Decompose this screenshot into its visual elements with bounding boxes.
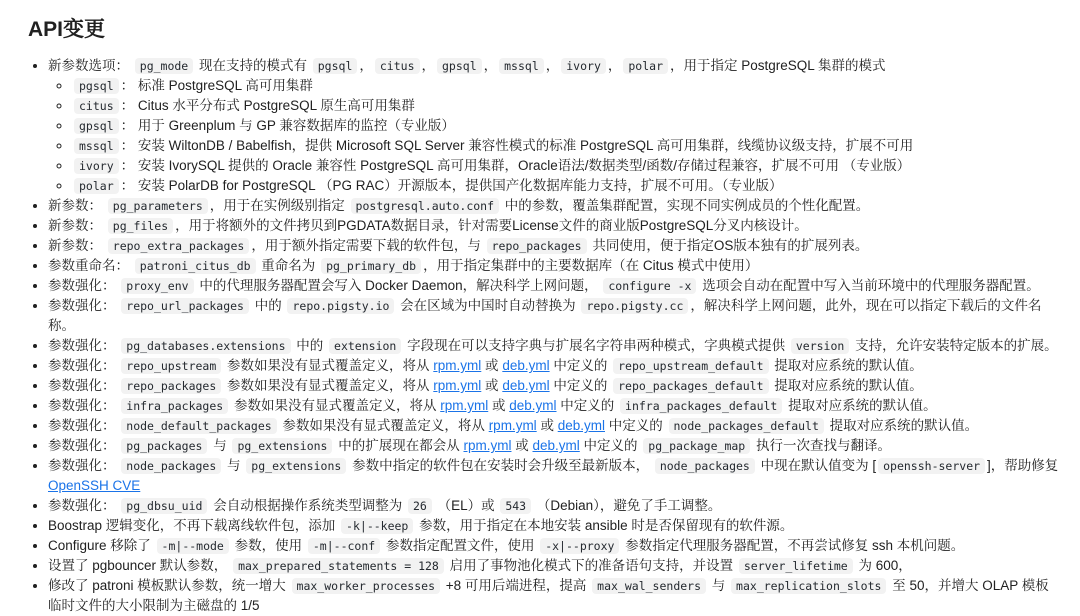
text-run: ： 安装 PolarDB for PostgreSQL （PG RAC）开源版本，提供国产化数据库能力支持，扩展不可用。（专业版）	[120, 178, 783, 193]
text-run: （Debian），避免了手工调整。	[533, 498, 722, 513]
inline-code: pg_extensions	[246, 458, 346, 474]
text-run: 会在区域为中国时自动替换为	[396, 298, 580, 313]
inline-code: mssql	[499, 58, 544, 74]
text-run: 参数强化：	[48, 278, 120, 293]
text-run: Boostrap 逻辑变化，不再下载离线软件包，添加	[48, 518, 340, 533]
inline-code: node_default_packages	[121, 418, 276, 434]
text-run: 或	[488, 398, 510, 413]
changelog-item	[48, 396, 1062, 416]
text-run: 新参数：	[48, 238, 106, 253]
inline-code: gpsql	[437, 58, 482, 74]
inline-code: repo_upstream	[121, 358, 221, 374]
inline-link[interactable]: deb.yml	[532, 438, 580, 453]
text-run: ，用于指定 PostgreSQL 集群的模式	[670, 58, 886, 73]
inline-code: repo_upstream_default	[613, 358, 768, 374]
inline-code: configure -x	[603, 278, 696, 294]
inline-code: max_replication_slots	[731, 578, 886, 594]
changelog-subitem	[72, 96, 1062, 116]
inline-code: -m|--conf	[308, 538, 380, 554]
inline-code: repo.pigsty.io	[287, 298, 394, 314]
text-run: 新参数：	[48, 218, 106, 233]
inline-code: ivory	[74, 158, 119, 174]
text-run: 与	[209, 438, 231, 453]
text-run: 中定义的	[604, 418, 667, 433]
text-run: ，用于在实例级别指定	[209, 198, 349, 213]
text-run: 至 50，并增大 OLAP 模板临时文件的大小限制为主磁盘的 1/5	[48, 578, 1049, 613]
inline-code: 543	[500, 498, 531, 514]
inline-code: postgresql.auto.conf	[351, 198, 499, 214]
text-run: 执行一次查找与翻译。	[752, 438, 891, 453]
text-run: ]，帮助修复	[987, 458, 1059, 473]
inline-link[interactable]: OpenSSH CVE	[48, 478, 141, 493]
text-run: 中定义的	[549, 358, 612, 373]
inline-link[interactable]: rpm.yml	[440, 398, 489, 413]
changelog-subitem	[72, 76, 1062, 96]
inline-code: -m|--mode	[157, 538, 229, 554]
inline-code: openssh-server	[878, 458, 985, 474]
text-run: 提取对应系统的默认值。	[825, 418, 979, 433]
inline-code: polar	[623, 58, 668, 74]
text-run: ，	[421, 58, 435, 73]
inline-code: 26	[408, 498, 432, 514]
inline-code: max_wal_senders	[592, 578, 706, 594]
text-run: 启用了事物池化模式下的准备语句支持，并设置	[445, 558, 737, 573]
text-run: 参数重命名：	[48, 258, 133, 273]
text-run: 新参数：	[48, 198, 106, 213]
inline-code: repo.pigsty.cc	[581, 298, 688, 314]
inline-code: repo_extra_packages	[108, 238, 250, 254]
inline-link[interactable]: deb.yml	[502, 378, 550, 393]
inline-code: -x|--proxy	[540, 538, 619, 554]
text-run: ，解决科学上网问题，此外，现在可以指定下载后的文件名称。	[48, 298, 1042, 333]
inline-code: pg_primary_db	[321, 258, 421, 274]
text-run: （EL）或	[433, 498, 499, 513]
changelog-item	[48, 56, 1062, 196]
inline-code: repo_packages_default	[613, 378, 768, 394]
changelog-list	[28, 56, 1062, 616]
text-run: ： 安装 IvorySQL 提供的 Oracle 兼容性 PostgreSQL 高可用集群，Oracle语法/数据类型/函数/存储过程兼容，扩展不可用 （专业版）	[120, 158, 911, 173]
text-run: ： Citus 水平分布式 PostgreSQL 原生高可用集群	[120, 98, 415, 113]
text-run: +8 可用后端进程，提高	[442, 578, 591, 593]
inline-code: -k|--keep	[341, 518, 413, 534]
text-run: 或	[481, 378, 503, 393]
text-run: ： 标准 PostgreSQL 高可用集群	[120, 78, 313, 93]
text-run: 参数强化：	[48, 418, 120, 433]
changelog-item	[48, 296, 1062, 336]
text-run: 参数如果没有显式覆盖定义，将从	[278, 418, 489, 433]
text-run: 参数强化：	[48, 498, 120, 513]
text-run: 新参数选项：	[48, 58, 133, 73]
inline-code: node_packages_default	[669, 418, 824, 434]
text-run: 中定义的	[579, 438, 642, 453]
text-run: 参数强化：	[48, 438, 120, 453]
text-run: 或	[511, 438, 533, 453]
text-run: 参数强化：	[48, 458, 120, 473]
text-run: 中定义的	[556, 398, 619, 413]
text-run: 参数强化：	[48, 298, 120, 313]
text-run: 或	[481, 358, 503, 373]
text-run: 现在支持的模式有	[195, 58, 311, 73]
inline-link[interactable]: deb.yml	[557, 418, 605, 433]
text-run: 会自动根据操作系统类型调整为	[209, 498, 406, 513]
changelog-item	[48, 576, 1062, 616]
text-run: 提取对应系统的默认值。	[784, 398, 937, 413]
inline-code: pg_packages	[121, 438, 207, 454]
changelog-item	[48, 236, 1062, 256]
inline-code: pg_package_map	[643, 438, 750, 454]
changelog-item	[48, 556, 1062, 576]
text-run: 中的扩展现在都会从	[334, 438, 464, 453]
text-run: ： 用于 Greenplum 与 GP 兼容数据库的监控（专业版）	[120, 118, 455, 133]
inline-code: pg_parameters	[108, 198, 208, 214]
text-run: ，用于指定集群中的主要数据库（在 Citus 模式中使用）	[423, 258, 759, 273]
text-run: ，用于额外指定需要下载的软件包，与	[251, 238, 485, 253]
inline-code: repo_packages	[121, 378, 221, 394]
text-run: 参数强化：	[48, 378, 120, 393]
inline-code: gpsql	[74, 118, 119, 134]
inline-link[interactable]: rpm.yml	[488, 418, 537, 433]
text-run: ，用于将额外的文件拷贝到PGDATA数据目录，针对需要License文件的商业版PostgreSQL分叉内核设计。	[175, 218, 808, 233]
text-run: ，	[359, 58, 373, 73]
text-run: 参数如果没有显式覆盖定义，将从	[223, 378, 434, 393]
inline-code: proxy_env	[121, 278, 193, 294]
inline-code: pgsql	[74, 78, 119, 94]
page-title: API变更	[28, 18, 106, 41]
text-run: 参数指定配置文件，使用	[382, 538, 539, 553]
inline-code: citus	[74, 98, 119, 114]
changelog-item	[48, 256, 1062, 276]
text-run: Configure 移除了	[48, 538, 155, 553]
text-run: ，	[607, 58, 622, 73]
changelog-item	[48, 436, 1062, 456]
inline-link[interactable]: rpm.yml	[463, 438, 512, 453]
text-run: 共同使用，便于指定OS版本独有的扩展列表。	[588, 238, 869, 253]
inline-link[interactable]: rpm.yml	[433, 378, 482, 393]
changelog-item	[48, 456, 1062, 496]
text-run: 中定义的	[549, 378, 612, 393]
text-run: 支持，允许安装特定版本的扩展。	[851, 338, 1058, 353]
text-run: 中的代理服务器配置会写入 Docker Daemon，解决科学上网问题，	[195, 278, 602, 293]
text-run: 或	[536, 418, 558, 433]
inline-code: pgsql	[313, 58, 358, 74]
text-run: 字段现在可以支持字典与扩展名字符串两种模式，字典模式提供	[403, 338, 789, 353]
changelog-item	[48, 376, 1062, 396]
text-run: 提取对应系统的默认值。	[770, 378, 923, 393]
inline-code: node_packages	[655, 458, 755, 474]
text-run: ，	[545, 58, 560, 73]
text-run: ，	[483, 58, 498, 73]
changelog-subitem	[72, 116, 1062, 136]
text-run: 参数强化：	[48, 358, 120, 373]
changelog-item	[48, 276, 1062, 296]
text-run: 选项会自动在配置中写入当前环境中的代理服务器配置。	[698, 278, 1040, 293]
text-run: 与	[708, 578, 730, 593]
inline-code: infra_packages	[121, 398, 228, 414]
changelog-subitem	[72, 176, 1062, 196]
inline-code: repo_url_packages	[121, 298, 249, 314]
inline-code: node_packages	[121, 458, 221, 474]
text-run: 中的	[250, 298, 286, 313]
text-run: 参数中指定的软件包在安装时会升级至最新版本，	[348, 458, 653, 473]
inline-code: version	[791, 338, 849, 354]
inline-code: polar	[74, 178, 119, 194]
text-run: 参数如果没有显式覆盖定义，将从	[223, 358, 434, 373]
text-run: 设置了 pgbouncer 默认参数，	[48, 558, 232, 573]
text-run: 提取对应系统的默认值。	[770, 358, 923, 373]
text-run: ： 安装 WiltonDB / Babelfish，提供 Microsoft SQL Server 兼容性模式的标准 PostgreSQL 高可用集群，线缆协议级支持，扩展不可用	[120, 138, 914, 153]
changelog-sublist	[48, 76, 1062, 196]
text-run: 中的	[292, 338, 328, 353]
inline-code: extension	[329, 338, 401, 354]
inline-code: pg_files	[108, 218, 173, 234]
inline-code: citus	[375, 58, 420, 74]
text-run: 与	[223, 458, 245, 473]
inline-code: infra_packages_default	[620, 398, 782, 414]
inline-link[interactable]: deb.yml	[509, 398, 557, 413]
text-run: 修改了 patroni 模板默认参数，统一增大	[48, 578, 290, 593]
inline-code: pg_extensions	[232, 438, 332, 454]
inline-code: max_prepared_statements = 128	[233, 558, 444, 574]
text-run: 中现在默认值变为 [	[756, 458, 877, 473]
text-run: 参数强化：	[48, 398, 120, 413]
text-run: 参数强化：	[48, 338, 120, 353]
changelog-item	[48, 216, 1062, 236]
text-run: 为 600，	[854, 558, 912, 573]
inline-code: max_worker_processes	[292, 578, 440, 594]
changelog-item	[48, 516, 1062, 536]
changelog-item	[48, 416, 1062, 436]
inline-code: repo_packages	[487, 238, 587, 254]
inline-code: patroni_citus_db	[135, 258, 256, 274]
changelog-item	[48, 356, 1062, 376]
text-run: 重命名为	[257, 258, 320, 273]
inline-code: mssql	[74, 138, 119, 154]
text-run: 中的参数，覆盖集群配置，实现不同实例成员的个性化配置。	[501, 198, 870, 213]
changelog-subitem	[72, 156, 1062, 176]
inline-code: pg_databases.extensions	[121, 338, 290, 354]
changelog-item	[48, 536, 1062, 556]
inline-code: ivory	[561, 58, 606, 74]
changelog-subitem	[72, 136, 1062, 156]
inline-link[interactable]: deb.yml	[502, 358, 550, 373]
text-run: 参数，使用	[230, 538, 306, 553]
text-run: 参数指定代理服务器配置，不再尝试修复 ssh 本机问题。	[621, 538, 965, 553]
inline-code: pg_mode	[135, 58, 193, 74]
changelog-item	[48, 196, 1062, 216]
text-run: 参数，用于指定在本地安装 ansible 时是否保留现有的软件源。	[415, 518, 794, 533]
changelog-item	[48, 336, 1062, 356]
text-run: 参数如果没有显式覆盖定义，将从	[230, 398, 441, 413]
inline-code: pg_dbsu_uid	[121, 498, 207, 514]
inline-code: server_lifetime	[739, 558, 853, 574]
changelog-item	[48, 496, 1062, 516]
inline-link[interactable]: rpm.yml	[433, 358, 482, 373]
